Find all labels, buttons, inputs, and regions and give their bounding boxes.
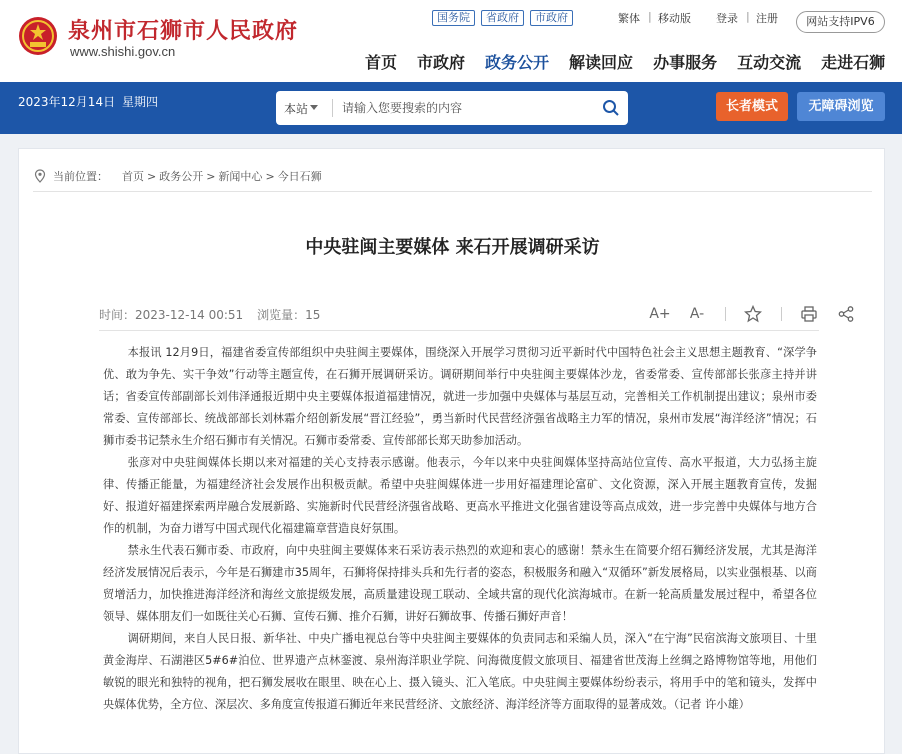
current-date: 2023年12月14日 bbox=[18, 95, 116, 109]
star-icon[interactable] bbox=[744, 305, 762, 323]
main-nav bbox=[365, 50, 902, 73]
nav-about-shishi[interactable]: 走进石狮 bbox=[821, 53, 886, 72]
nav-gov-affairs[interactable]: 政务公开 bbox=[485, 53, 550, 72]
breadcrumb-home[interactable]: 首页 bbox=[122, 170, 144, 183]
site-header bbox=[0, 0, 902, 82]
divider bbox=[99, 330, 819, 331]
search-icon[interactable] bbox=[602, 99, 620, 117]
article-title: 中央驻闽主要媒体 来石开展调研采访 bbox=[305, 237, 600, 258]
separator: | bbox=[746, 10, 750, 23]
login-link[interactable]: 登录 bbox=[716, 12, 738, 25]
print-icon[interactable] bbox=[800, 305, 818, 323]
divider bbox=[725, 307, 726, 321]
breadcrumb-separator: > bbox=[147, 169, 157, 183]
separator: | bbox=[648, 10, 652, 23]
register-link[interactable]: 注册 bbox=[756, 12, 778, 25]
search-input[interactable] bbox=[342, 97, 582, 119]
search-box bbox=[276, 91, 628, 125]
divider bbox=[332, 99, 333, 117]
accessible-browsing-button[interactable]: 无障碍浏览 bbox=[797, 92, 885, 121]
elder-mode-button[interactable]: 长者模式 bbox=[716, 92, 788, 121]
nav-interaction[interactable]: 互动交流 bbox=[737, 53, 802, 72]
article-paragraph: 调研期间，来自人民日报、新华社、中央广播电视总台等中央驻闽主要媒体的负责同志和采编人员，深入“在宁海”民宿滨海文旅项目、十里黄金海岸、石湖港区5#6#泊位、世界遗产点林銮渡、泉州海洋职业学院、问海微度假文旅项目、福建省世茂海上丝绸之路博物馆等地，用他们敏锐的眼光和独特的视角，把石狮发展收在眼里、映在心上、摄入镜头、汇入笔底。中央驻闽主要媒体纷纷表示，将用手中的笔和镜头，发挥中央媒体优势，全方位、深层次、多角度宣传报道石狮近年来民营经济、文旅经济、海洋经济等方面取得的显著成效。（记者 许小雄） bbox=[103, 632, 817, 711]
breadcrumb-separator: > bbox=[206, 169, 216, 183]
breadcrumb-label: 当前位置： bbox=[53, 170, 108, 183]
national-emblem-icon[interactable] bbox=[18, 16, 58, 56]
article-card bbox=[18, 148, 885, 754]
search-bar-strip bbox=[0, 82, 902, 134]
mobile-version-link[interactable]: 移动版 bbox=[658, 12, 691, 25]
views-label: 浏览量： bbox=[257, 308, 306, 322]
article-paragraph: 禁永生代表石狮市委、市政府，向中央驻闽主要媒体来石采访表示热烈的欢迎和衷心的感谢！禁永生在简要介绍石狮经济发展，尤其是海洋经济发展情况后表示，今年是石狮建市35周年，石狮将保持排头兵和先行者的姿态，积极服务和融入“双循环”新发展格局，以实业强根基、以商贸增活力，加快推进海洋经济和海丝文旅提级发展，高质量建设现工联动、全域共富的现代化滨海城市。在新一轮高质量发展过程中，希望各位领导、媒体朋友们一如既往关心石狮、宣传石狮、推介石狮，讲好石狮故事、传播石狮好声音！ bbox=[103, 544, 817, 623]
time-label: 时间： bbox=[99, 308, 136, 322]
view-count: 15 bbox=[305, 308, 321, 322]
current-weekday: 星期四 bbox=[122, 95, 159, 109]
link-province-gov[interactable]: 省政府 bbox=[481, 10, 524, 26]
article-paragraph: 本报讯 12月9日，福建省委宣传部组织中央驻闽主要媒体，围绕深入开展学习贯彻习近平新时代中国特色社会主义思想主题教育、“深学争优、敢为争先、实干争效”行动等主题宣传，在石狮开展调研采访。调研期间举行中央驻闽主要媒体沙龙，省委常委、宣传部部长张彦主持并讲话；省委宣传部副部长刘伟泽通报近期中央主要媒体报道福建情况，就进一步加强中央媒体与基层互动，完善相关工作机制提出建议；泉州市委常委、宣传部部长、统战部部长刘林霜介绍创新发展“晋江经验”，勇当新时代民营经济强省战略主力军的情况，泉州市发展“海洋经济”情况；石狮市委书记禁永生介绍石狮市有关情况。石狮市委常委、宣传部部长郑天助参加活动。 bbox=[103, 346, 817, 447]
ipv6-badge: 网站支持IPV6 bbox=[796, 11, 885, 33]
chevron-down-icon[interactable] bbox=[310, 105, 318, 110]
top-links bbox=[432, 10, 573, 26]
divider bbox=[781, 307, 782, 321]
breadcrumb-news-center[interactable]: 新闻中心 bbox=[218, 170, 263, 183]
article-paragraph: 张彦对中央驻闽媒体长期以来对福建的关心支持表示感谢。他表示，今年以来中央驻闽媒体坚持高站位宣传、高水平报道，大力弘扬主旋律、传播正能量，为福建经济社会发展作出积极贡献。希望中央驻闽媒体进一步用好福建理论富矿、文化资源，深入开展主题教育宣传，发掘好、报道好福建探索两岸融合发展新路、实施新时代民营经济强省战略、更高水平推进文化强省建设等高点成效，进一步完善中央媒体与地方合作的机制，为奋力谱写中国式现代化福建篇章营造良好氛围。 bbox=[103, 456, 817, 535]
publish-time: 2023-12-14 00:51 bbox=[135, 308, 244, 322]
article-meta bbox=[99, 306, 320, 323]
article-tools bbox=[651, 305, 874, 323]
breadcrumb bbox=[33, 168, 322, 184]
breadcrumb-gov-affairs[interactable]: 政务公开 bbox=[159, 170, 204, 183]
link-city-gov[interactable]: 市政府 bbox=[530, 10, 573, 26]
breadcrumb-today-shishi[interactable]: 今日石狮 bbox=[277, 170, 322, 183]
nav-city-gov[interactable]: 市政府 bbox=[417, 53, 466, 72]
breadcrumb-separator: > bbox=[265, 169, 275, 183]
site-title[interactable]: 泉州市石狮市人民政府 bbox=[68, 18, 299, 44]
font-decrease-icon[interactable]: A- bbox=[689, 306, 705, 322]
nav-services[interactable]: 办事服务 bbox=[653, 53, 718, 72]
font-increase-icon[interactable]: A+ bbox=[649, 306, 671, 322]
share-icon[interactable] bbox=[837, 305, 855, 323]
search-scope-select[interactable]: 本站 bbox=[284, 102, 309, 116]
location-pin-icon bbox=[33, 169, 47, 183]
traditional-chinese-link[interactable]: 繁体 bbox=[618, 12, 640, 25]
nav-home[interactable]: 首页 bbox=[365, 53, 398, 72]
article-body bbox=[103, 342, 817, 716]
nav-interpretation[interactable]: 解读回应 bbox=[569, 53, 634, 72]
site-url: www.shishi.gov.cn bbox=[70, 44, 176, 59]
link-state-council[interactable]: 国务院 bbox=[432, 10, 475, 26]
divider bbox=[33, 191, 872, 192]
